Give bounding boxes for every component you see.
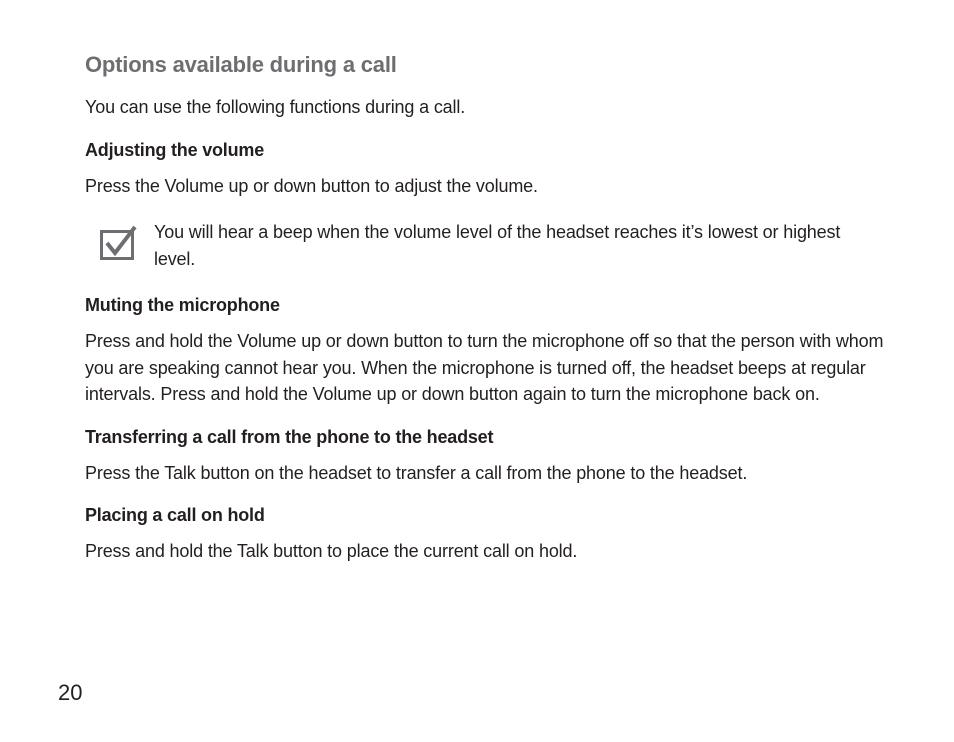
page-number: 20 [58,680,83,705]
transfer-heading: Transferring a call from the phone to the headset [85,426,494,447]
volume-text: Press the Volume up or down button to adjust the volume. [85,175,538,196]
volume-note-text: You will hear a beep when the volume level of the headset reaches it’s lowest or highest level. [154,222,841,269]
volume-heading: Adjusting the volume [85,139,265,160]
mute-section [85,292,885,408]
mute-text: Press and hold the Volume up or down button to turn the microphone off so that the person with whom you are speaking cannot hear you. When the microphone is turned off, the headset beeps at regular intervals. Press and hold the Volume up or down button again to turn the microphone back on. [85,331,884,404]
hold-section [85,502,885,565]
volume-section [85,137,885,200]
hold-heading: Placing a call on hold [85,505,265,525]
hold-text: Press and hold the Talk button to place the current call on hold. [85,541,578,561]
intro-text: You can use the following functions during a call. [85,97,466,117]
volume-note [85,219,885,272]
transfer-text: Press the Talk button on the headset to transfer a call from the phone to the headset. [85,462,748,483]
transfer-section [85,424,885,487]
page-content [85,50,885,581]
check-note-icon [100,225,138,261]
mute-heading: Muting the microphone [85,295,280,315]
section-title: Options available during a call [85,52,397,77]
